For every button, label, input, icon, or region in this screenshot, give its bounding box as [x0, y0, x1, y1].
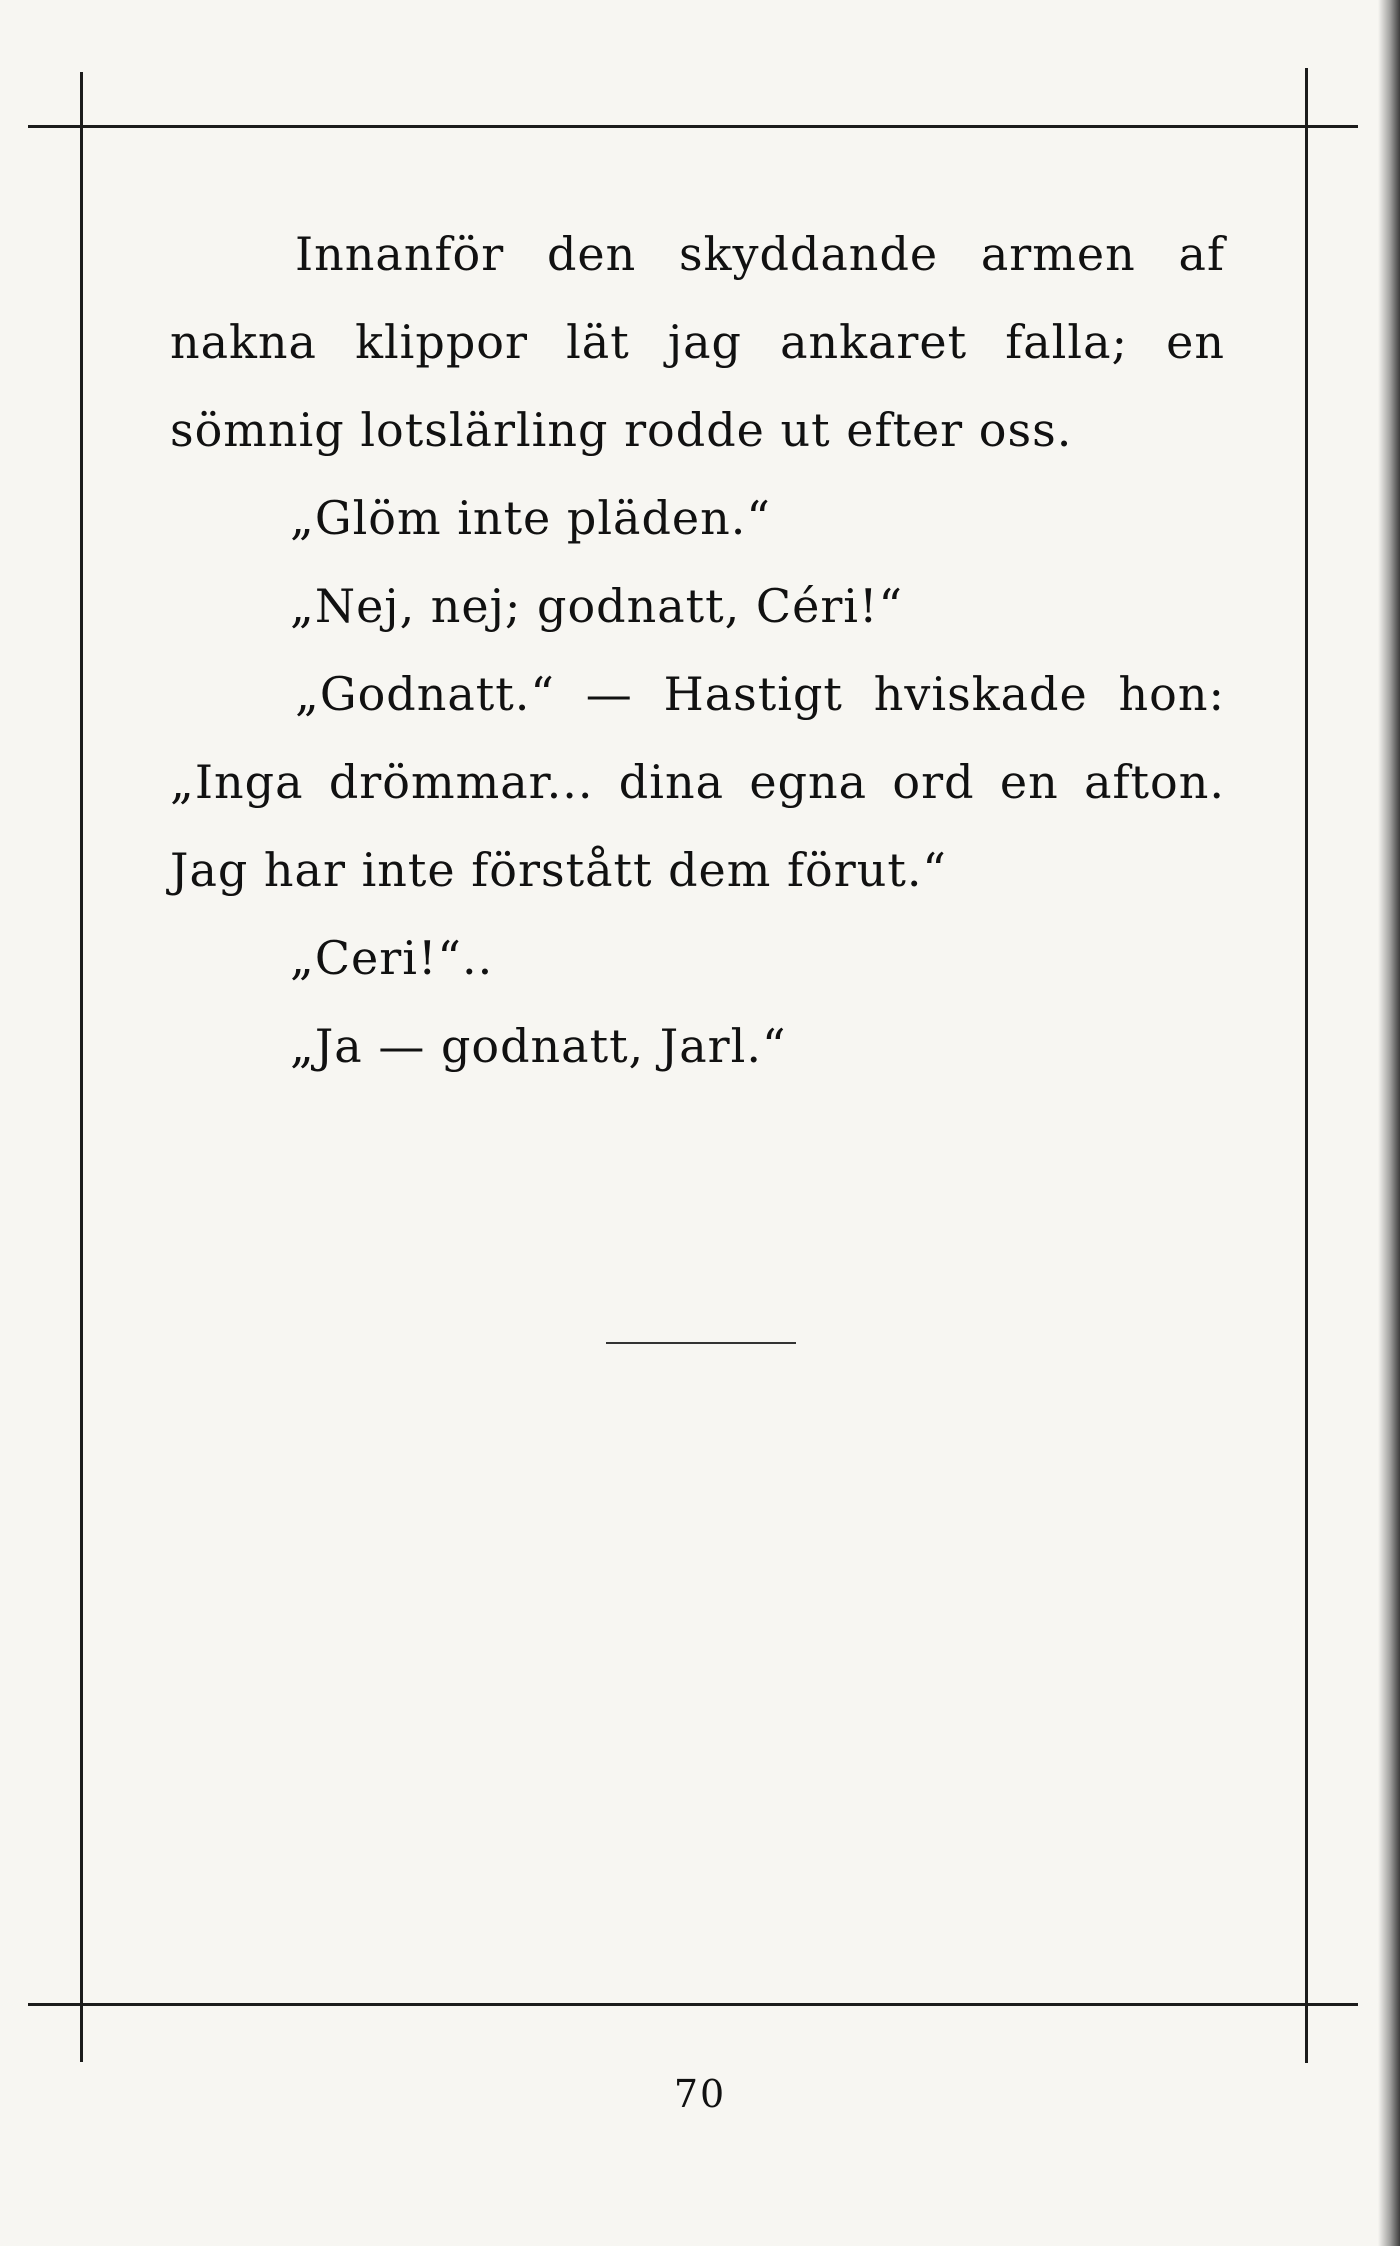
text-line: „Glöm inte pläden.“ [290, 491, 771, 545]
text-line: „Godnatt.“ — Hastigt hviskade hon: [295, 667, 1225, 721]
text-line: „Inga drömmar... dina egna ord en afton. [170, 755, 1225, 809]
text-line: „Ja — godnatt, Jarl.“ [290, 1019, 787, 1073]
page-number: 70 [673, 2072, 727, 2116]
page-edge-shadow [1378, 0, 1400, 2246]
text-line: „Ceri!“.. [290, 931, 494, 985]
frame-left-rule [80, 72, 83, 2062]
frame-bottom-rule [28, 2003, 1358, 2006]
text-line: nakna klippor lät jag ankaret falla; en [170, 315, 1225, 369]
text-line: sömnig lotslärling rodde ut efter oss. [170, 403, 1073, 457]
frame-right-rule [1305, 68, 1308, 2063]
text-line: „Nej, nej; godnatt, Céri!“ [290, 579, 904, 633]
section-divider [606, 1342, 796, 1344]
frame-top-rule [28, 125, 1358, 128]
text-line: Innanför den skyddande armen af [295, 227, 1225, 281]
text-line: Jag har inte förstått dem förut.“ [170, 843, 947, 897]
body-text [170, 210, 1225, 1090]
